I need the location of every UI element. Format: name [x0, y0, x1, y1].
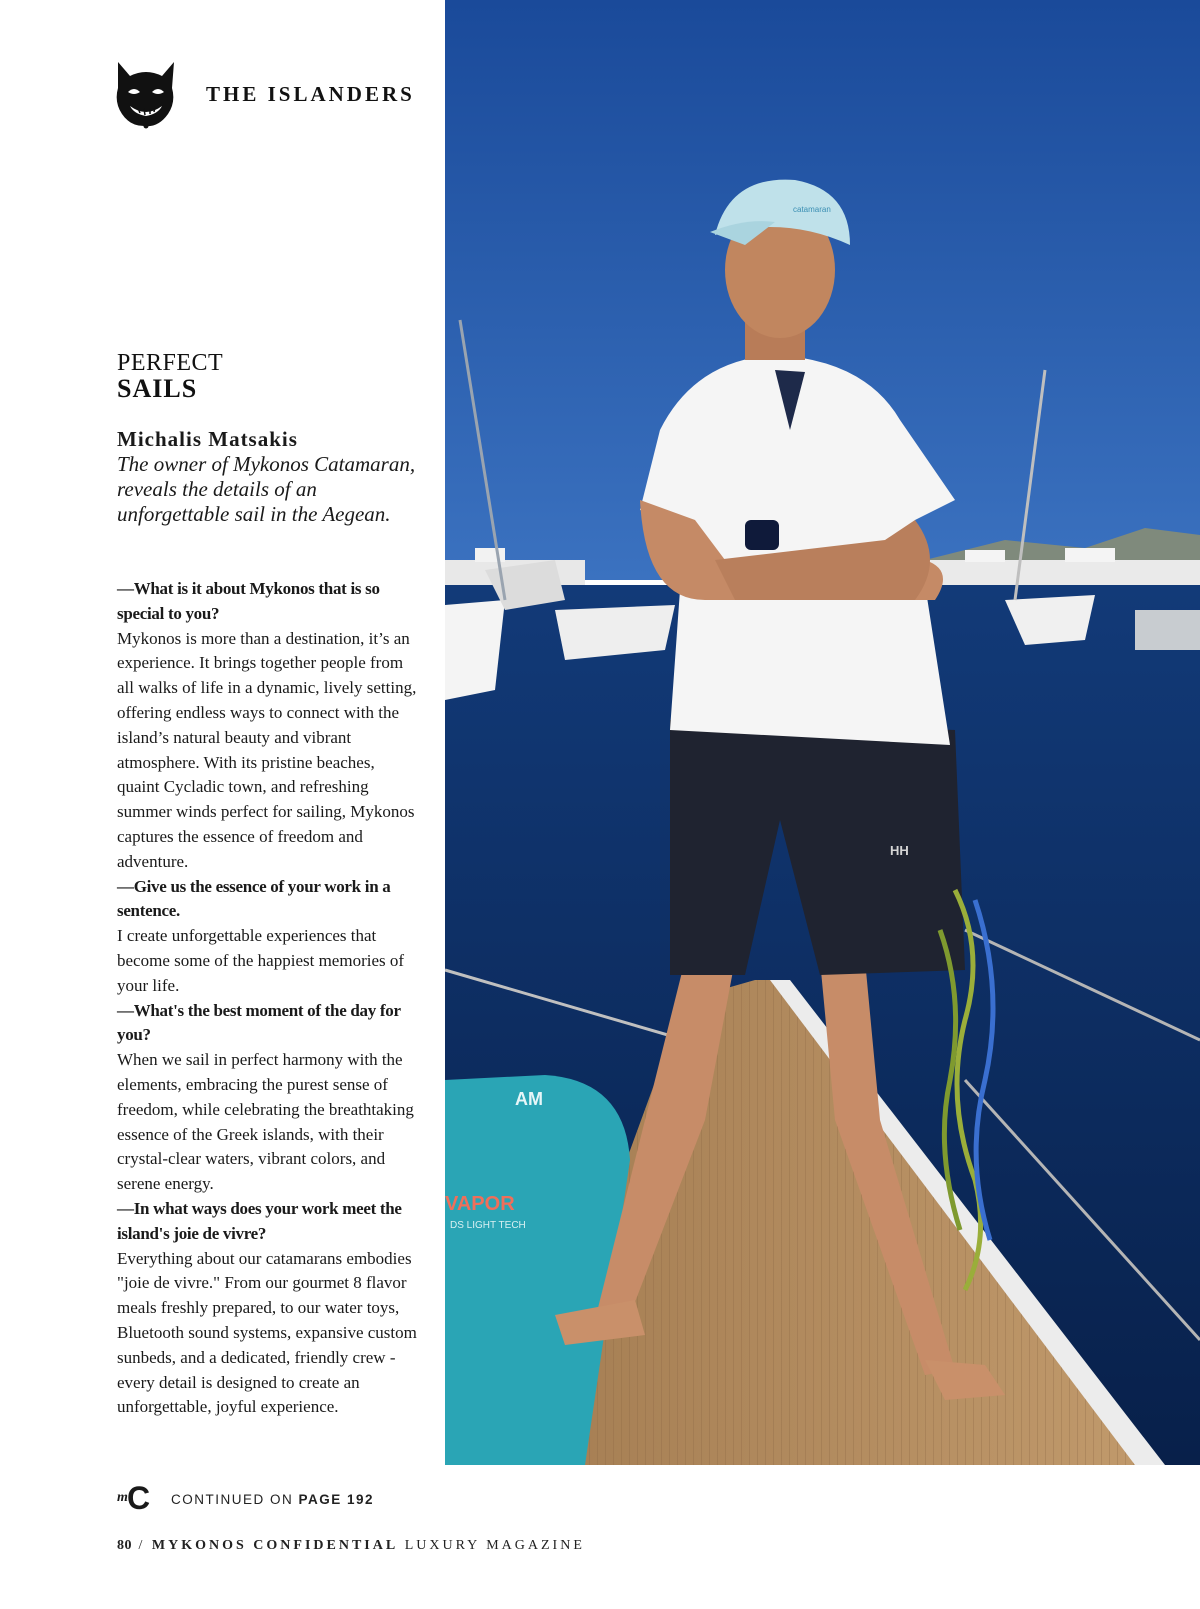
headline — [117, 350, 223, 402]
mc-logo-icon: m C — [117, 1480, 151, 1516]
interview-body — [117, 577, 417, 1420]
svg-text:HH: HH — [890, 843, 909, 858]
headline-line2: SAILS — [117, 374, 198, 403]
section-title: THE ISLANDERS — [206, 82, 415, 106]
interviewee-name: Michalis Matsakis — [117, 427, 298, 451]
question: —What is it about Mykonos that is so special to you? — [117, 579, 380, 623]
headline-line1: PERFECT — [117, 350, 224, 376]
question: —Give us the essence of your work in a sentence. — [117, 876, 391, 921]
magazine-suffix: LUXURY MAGAZINE — [404, 1538, 585, 1553]
page-number: 80 — [117, 1538, 132, 1553]
question: —What's the best moment of the day for you? — [117, 1000, 401, 1045]
intro-text: The owner of Mykonos Catamaran, reveals the details of an unforgettable sail in the Aegean. — [117, 452, 416, 526]
cat-face-icon — [112, 58, 180, 130]
answer: Mykonos is more than a destination, it’s an experience. It brings together people from all walks of life in a dynamic, lively setting, offering endless ways to connect with the island’s natural beauty and vibrant atmosphere. With its pristine beaches, quaint Cycladic town, and refreshing summer winds perfect for sailing, Mykonos captures the essence of freedom and adventure. — [117, 628, 417, 871]
portrait-photo — [445, 0, 1200, 1465]
continued-text: CONTINUED ON PAGE 192 — [171, 1491, 375, 1507]
svg-text:AM: AM — [515, 1089, 543, 1109]
answer: I create unforgettable experiences that become some of the happiest memories of your life. — [117, 926, 405, 995]
continued-note[interactable] — [117, 1480, 375, 1516]
answer: Everything about our catamarans embodies "joie de vivre." From our gourmet 8 flavor meals freshly prepared, to our water toys, Bluetooth sound systems, expansive custom sunbeds, and a dedicated, friendly crew -every detail is designed to create an unforgettable, joyful experience. — [117, 1248, 417, 1417]
svg-text:DS LIGHT TECH: DS LIGHT TECH — [450, 1220, 526, 1231]
byline — [117, 426, 417, 527]
svg-text:VAPOR: VAPOR — [445, 1193, 515, 1215]
question: —In what ways does your work meet the island's joie de vivre? — [117, 1198, 402, 1243]
svg-text:catamaran: catamaran — [793, 205, 831, 214]
magazine-brand: MYKONOS CONFIDENTIAL — [151, 1538, 399, 1553]
answer: When we sail in perfect harmony with the elements, embracing the purest sense of freedom, while celebrating the breathtaking essence of the Greek islands, with their crystal-clear waters, vibrant colors, and serene energy. — [117, 1050, 414, 1194]
page-footer: 80 / MYKONOS CONFIDENTIAL LUXURY MAGAZINE — [117, 1538, 585, 1553]
